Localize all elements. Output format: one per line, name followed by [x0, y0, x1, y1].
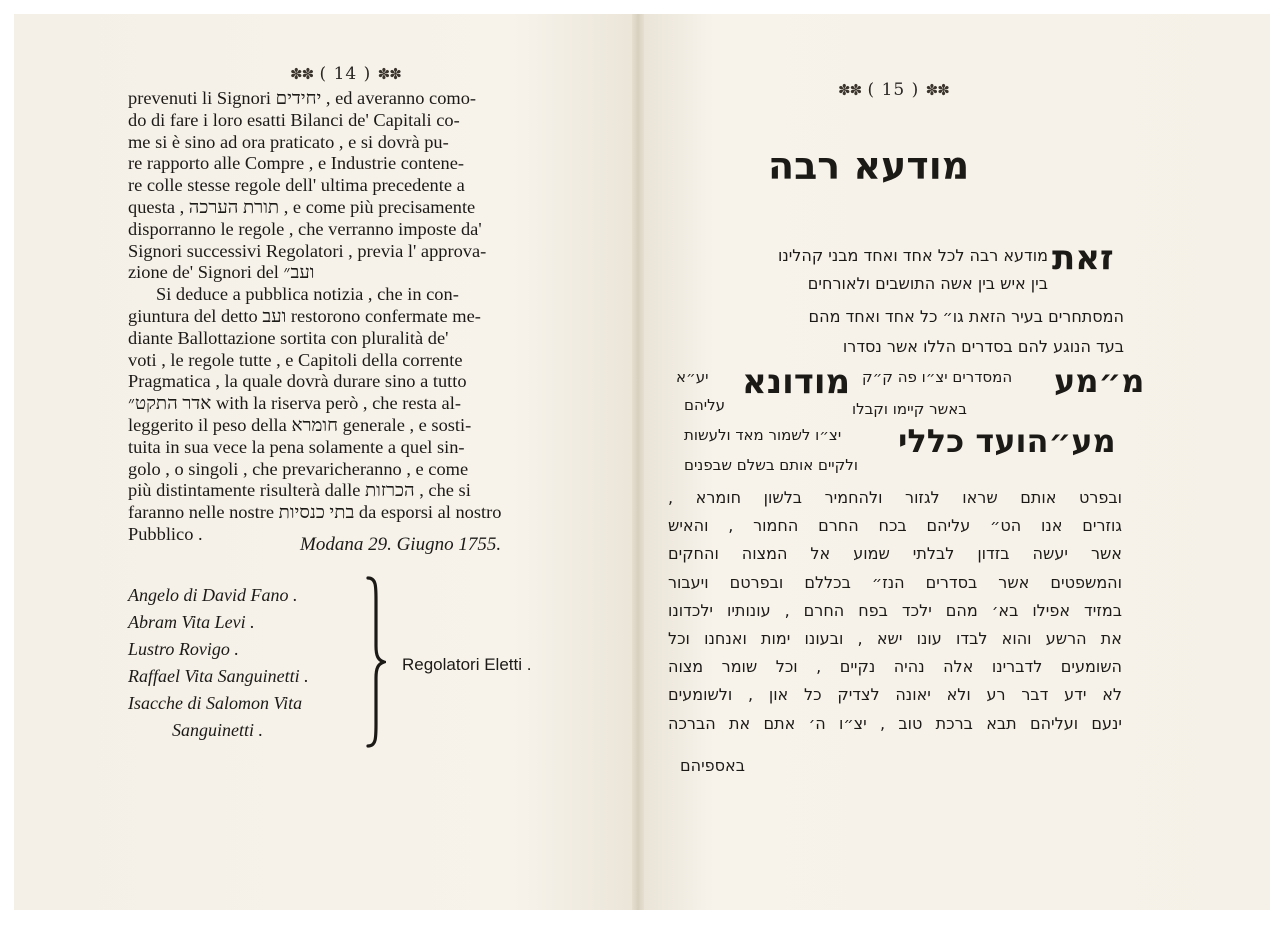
text-line: più distintamente risulterà dalle הכרזות , che si — [128, 480, 471, 501]
text-line: faranno nelle nostre בתי כנסיות da esporsi al nostro — [128, 502, 502, 523]
text-line: me si è sino ad ora praticato , e si dovrà pu- — [128, 131, 449, 152]
text-line: re colle stesse regole dell' ultima precedente a — [128, 175, 465, 196]
hebrew-big-word: מע״הועד כללי — [898, 422, 1116, 460]
hebrew-line: יע״א — [676, 368, 709, 386]
hebrew-line: יצ״ו לשמור מאד ולעשות — [684, 426, 842, 444]
signatory-name: Abram Vita Levi . — [128, 612, 255, 632]
left-folio — [290, 64, 401, 84]
text-line: golo , o singoli , che prevaricheranno , e come — [128, 458, 469, 479]
text-line: giuntura del detto ועב restorono confermate me- — [128, 305, 481, 326]
hebrew-line: השומעים לדברינו אלה נהיה נקיים , וכל שומר מצוה — [668, 657, 1122, 677]
hebrew-title: מודעא רבה — [768, 144, 970, 188]
signatory-name: Isacche di Salomon Vita — [128, 693, 303, 713]
text-line: zione de' Signori del ועב״ — [128, 262, 315, 283]
hebrew-line: את הרשע והוא לבדו עונו ישא , ובעונו ימות ואנחנו וכל — [668, 629, 1122, 649]
text-line: re rapporto alle Compre , e Industrie contene- — [128, 153, 465, 174]
ornament-left-icon: ✽✽ — [290, 65, 314, 83]
hebrew-line: בעד הנוגע להם בסדרים הללו אשר נסדרו — [842, 337, 1124, 356]
hebrew-line: עליהם — [684, 396, 726, 414]
signatory-name: Sanguinetti . — [172, 720, 263, 740]
text-line: אדר התקט״ with la riserva però , che resta al- — [128, 393, 461, 414]
book-gutter — [632, 14, 644, 910]
right-page-number: ( 15 ) — [867, 80, 920, 100]
hebrew-big-word: מ״מע — [1054, 362, 1145, 400]
text-line: Pragmatica , la quale dovrà durare sino a tutto — [128, 371, 467, 392]
hebrew-line: ובפרט אותם שראו לגזור ולהחמיר בלשון חומרא , — [668, 488, 1122, 507]
text-line: leggerito il peso della חומרא generale , e sosti- — [128, 414, 472, 435]
text-line: disporranno le regole , che verranno imposte da' — [128, 218, 482, 239]
signatory-name: Raffael Vita Sanguinetti . — [128, 666, 309, 686]
text-line: do di fare i loro esatti Bilanci de' Capitali co- — [128, 109, 460, 130]
ornament-left-icon: ✽✽ — [838, 81, 862, 99]
text-line: tuita in sua vece la pena solamente a quel sin- — [128, 436, 465, 457]
curly-brace-icon — [362, 576, 386, 748]
left-page-text — [128, 88, 574, 546]
hebrew-line: המסדרים יצ״ו פה ק״ק — [862, 368, 1013, 386]
ornament-right-icon: ✽✽ — [925, 81, 949, 99]
text-line: Si deduce a pubblica notizia , che in con- — [156, 284, 459, 305]
hebrew-line: והמשפטים אשר בסדרים הנז״ בכללם ובפרטם ויעבור — [668, 572, 1122, 592]
right-folio — [838, 80, 949, 100]
text-line: voti , le regole tutte , e Capitoli della corrente — [128, 349, 463, 370]
signatory-name: Angelo di David Fano . — [128, 585, 298, 605]
left-page-number: ( 14 ) — [319, 64, 372, 84]
text-line: Signori successivi Regolatori , previa l' approva- — [128, 240, 487, 261]
hebrew-initial-word: זאת — [1052, 238, 1114, 278]
text-line: prevenuti li Signori יחידים , ed averanno como- — [128, 88, 477, 108]
hebrew-line: מודעא רבה לכל אחד ואחד מבני קהלינו — [777, 246, 1048, 265]
signatory-name: Lustro Rovigo . — [128, 639, 239, 659]
hebrew-line: באשר קיימו וקבלו — [852, 400, 967, 418]
regolatori-label: Regolatori Eletti . — [402, 655, 532, 674]
hebrew-line: ינעם ועליהם תבא ברכת טוב , יצ״ו ה׳ אתם את הברכה — [668, 713, 1122, 733]
hebrew-line: אשר יעשה בזדון לבלתי שמוע אל המצוה והחקים — [668, 544, 1122, 564]
hebrew-line: המסתחרים בעיר הזאת גו״ כל אחד ואחד מהם — [808, 307, 1124, 326]
hebrew-line: לא ידע דבר רע ולא יאונה לצדיק כל און , ולשומעים — [668, 685, 1122, 705]
hebrew-line: בין איש בין אשה התושבים ולאורחים — [807, 274, 1048, 293]
hebrew-line: במזיד אפילו בא׳ מהם ילכד בפח החרם , עונותיו ילכדונו — [668, 600, 1122, 620]
text-line: questa , תורת הערכה , e come più precisamente — [128, 196, 476, 217]
hebrew-line: גוזרים אנו הט״ עליהם בכח החרם החמור , והאיש — [668, 516, 1122, 536]
hebrew-line: ולקיים אותם בשלם שבפנים — [684, 456, 858, 474]
hebrew-big-word: מודונא — [742, 362, 851, 402]
signatories-list — [128, 582, 309, 744]
ornament-right-icon: ✽✽ — [377, 65, 401, 83]
hebrew-last-line: באספיהם — [680, 756, 745, 775]
date-line: Modana 29. Giugno 1755. — [300, 534, 502, 555]
hebrew-body-text — [668, 484, 1122, 738]
text-line: Pubblico . — [128, 523, 203, 544]
text-line: diante Ballottazione sortita con pluralità de' — [128, 327, 449, 348]
